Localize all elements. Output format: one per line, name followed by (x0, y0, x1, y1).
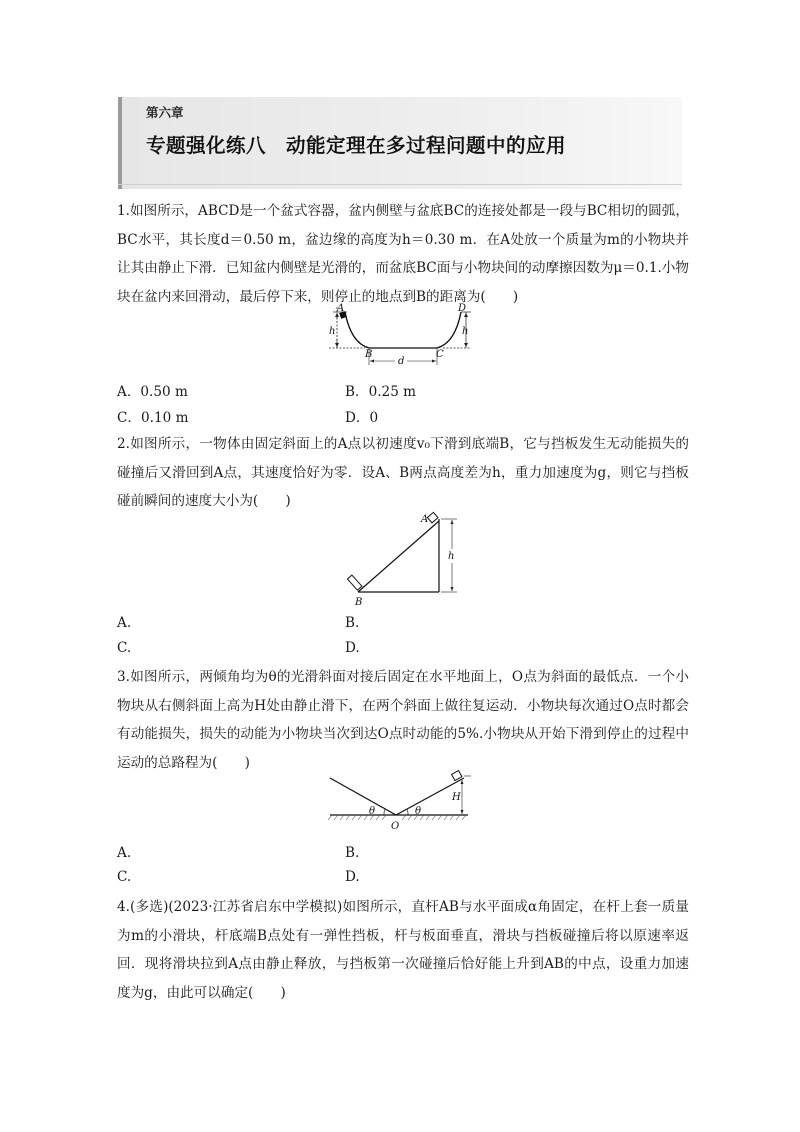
q2-option-c[interactable]: C. (117, 640, 132, 656)
q3-option-b[interactable]: B. (345, 845, 360, 861)
q2-barrier (347, 575, 361, 590)
q1-label-a: A (337, 303, 345, 314)
question-3-text: 3.如图所示，两倾角均为θ的光滑斜面对接后固定在水平地面上，O点为斜面的最低点．一个小物块从右侧斜面上高为H处由静止滑下，在两个斜面上做往复运动．小物块每次通过O点时都会有动能损失，损失的动能为小物块当次到达O点时动能的5%.小物块从开始下滑到停止的过程中运动的总路程为( ) (117, 669, 689, 771)
q1-label-c: C (436, 349, 444, 360)
q1-label-h-left: h (329, 326, 336, 337)
q3-option-c[interactable]: C. (117, 869, 132, 885)
q2-option-b[interactable]: B. (345, 615, 360, 631)
q1-label-b: B (365, 349, 373, 360)
q3-label-theta-right: θ (415, 806, 422, 817)
q2-block (427, 512, 438, 523)
q1-option-b[interactable]: B．0.25 m (345, 384, 417, 400)
q3-label-h: H (452, 792, 461, 803)
question-3-figure (328, 770, 473, 832)
question-2-text: 2.如图所示，一物体由固定斜面上的A点以初速度v₀下滑到底端B，它与挡板发生无动能损失的碰撞后又滑回到A点，其速度恰好为零．设A、B两点高度差为h，重力加速度为g，则它与挡板碰前瞬间的速度大小为( ) (117, 436, 689, 509)
q3-block (452, 771, 462, 781)
question-1-text: 1.如图所示，ABCD是一个盆式容器，盆内侧壁与盆底BC的连接处都是一段与BC相切的圆弧，BC水平，其长度d＝0.50 m，盆边缘的高度为h＝0.30 m．在A处放一个质量为m的小物块并让其由静止下滑．已知盆内侧壁是光滑的，而盆底BC面与小物块间的动摩擦因数为μ＝0.1.小物块在盆内来回滑动，最后停下来，则停止的地点到B的距离为( ) (117, 203, 689, 305)
q1-option-d[interactable]: D．0 (345, 410, 379, 426)
q3-option-d[interactable]: D. (345, 869, 360, 885)
q2-label-a: A (421, 514, 429, 525)
chapter-header (118, 97, 682, 189)
q3-label-o: O (391, 821, 400, 832)
question-1-figure (325, 303, 475, 365)
header-accent-bar (118, 97, 122, 189)
chapter-label: 第六章 (146, 105, 184, 120)
header-divider (118, 184, 682, 185)
q2-option-d[interactable]: D. (345, 640, 360, 656)
q2-option-a[interactable]: A. (117, 615, 132, 631)
q3-label-theta-left: θ (369, 806, 376, 817)
question-2-figure (343, 509, 468, 611)
q1-option-c[interactable]: C．0.10 m (117, 410, 189, 426)
q2-label-b: B (355, 597, 363, 608)
q1-label-h-right: h (462, 326, 469, 337)
q2-label-h: h (448, 551, 455, 562)
page-title: 专题强化练八 动能定理在多过程问题中的应用 (146, 134, 567, 157)
q1-label-d: D (458, 303, 467, 314)
q1-label-d-length: d (398, 356, 405, 365)
q1-option-a[interactable]: A．0.50 m (117, 384, 188, 400)
question-4-text: 4.(多选)(2023·江苏省启东中学模拟)如图所示，直杆AB与水平面成α角固定，在杆上套一质量为m的小滑块，杆底端B点处有一弹性挡板，杆与板面垂直，滑块与挡板碰撞后将以原速率返回．现将滑块拉到A点由静止释放，与挡板第一次碰撞后恰好能上升到AB的中点，设重力加速度为g，由此可以确定( ) (117, 899, 689, 1001)
q3-option-a[interactable]: A. (117, 845, 132, 861)
